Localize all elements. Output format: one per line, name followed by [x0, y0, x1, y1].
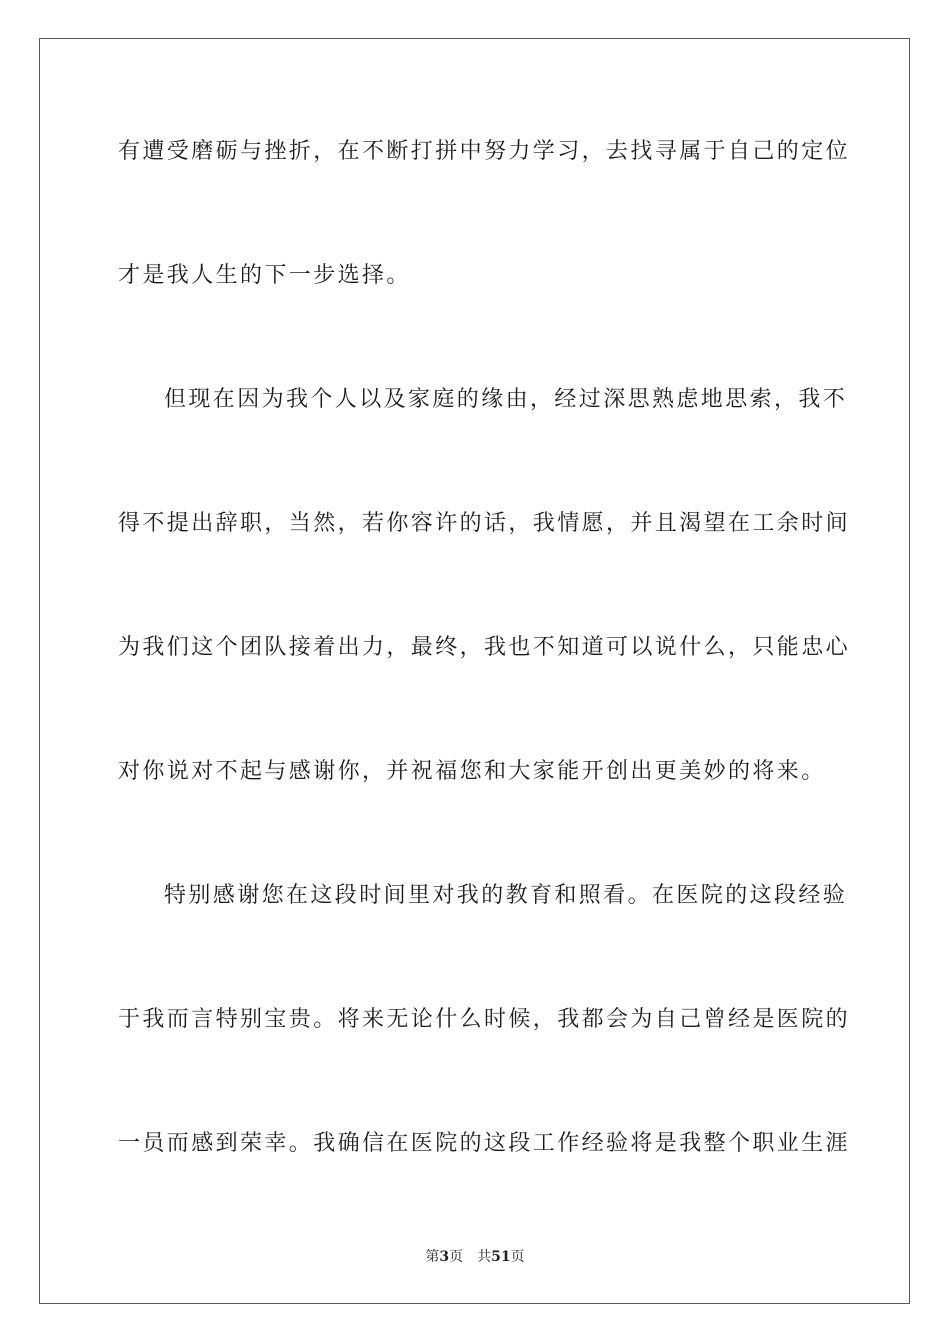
total-prefix: 共: [477, 1249, 492, 1265]
current-page-number: 3: [439, 1249, 450, 1265]
page-border: [39, 38, 910, 1304]
paragraph-start-line: 但现在因为我个人以及家庭的缘由，经过深思熟虑地思索，我不: [164, 387, 848, 412]
text-line: 为我们这个团队接着出力，最终，我也不知道可以说什么，只能忠心: [118, 635, 851, 660]
text-line: 才是我人生的下一步选择。: [118, 263, 411, 288]
text-line: 对你说对不起与感谢你，并祝福您和大家能开创出更美妙的将来。: [118, 759, 826, 784]
text-line: 得不提出辞职，当然，若你容许的话，我情愿，并且渴望在工余时间: [118, 511, 851, 536]
total-page-count: 51: [491, 1249, 511, 1265]
page-footer: [0, 1246, 950, 1266]
text-line: 有遭受磨砺与挫折，在不断打拼中努力学习，去找寻属于自己的定位: [118, 139, 851, 164]
text-line: 于我而言特别宝贵。将来无论什么时候，我都会为自己曾经是医院的: [118, 1007, 851, 1032]
text-line: 一员而感到荣幸。我确信在医院的这段工作经验将是我整个职业生涯: [118, 1131, 851, 1156]
page-suffix: 页: [449, 1249, 464, 1265]
total-suffix: 页: [510, 1249, 525, 1265]
paragraph-start-line: 特别感谢您在这段时间里对我的教育和照看。在医院的这段经验: [164, 883, 848, 908]
page-prefix: 第: [425, 1249, 440, 1265]
